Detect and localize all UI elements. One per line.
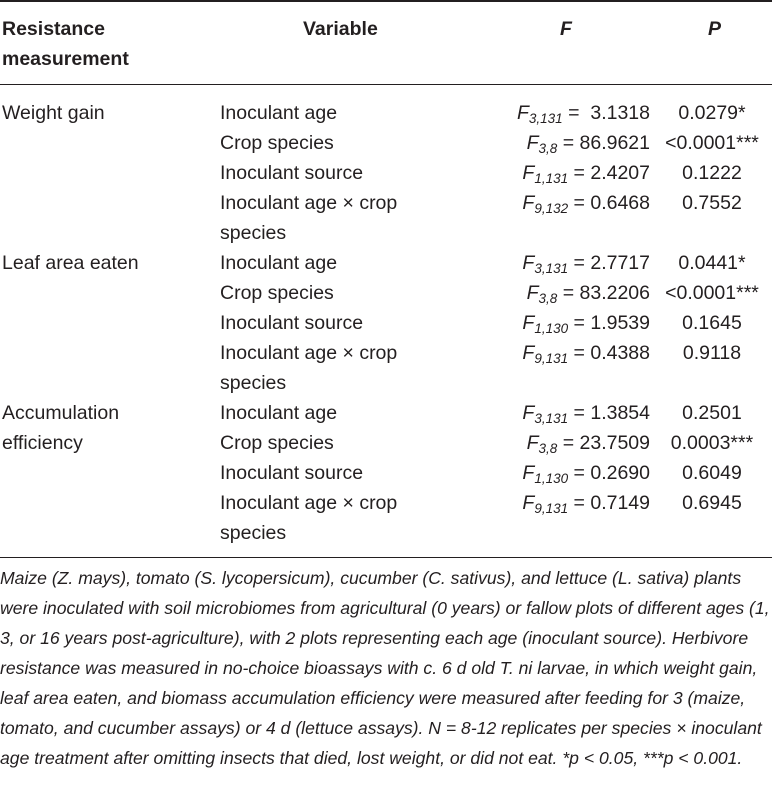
variable-cell: Crop species	[220, 132, 334, 154]
f-statistic-cell	[410, 488, 650, 518]
f-symbol: F	[526, 432, 539, 454]
f-degrees-of-freedom: 1,130	[534, 321, 569, 336]
p-value-cell: 0.6945	[682, 492, 742, 514]
variable-cell: Crop species	[220, 432, 334, 454]
f-degrees-of-freedom: 3,131	[528, 111, 563, 126]
p-value-cell: 0.7552	[682, 192, 742, 214]
f-statistic-cell	[410, 248, 650, 278]
measure-cell: Weight gain	[2, 102, 105, 124]
f-statistic-cell	[410, 128, 650, 158]
p-value-cell: 0.0279*	[678, 102, 746, 124]
f-value: = 83.2206	[557, 282, 650, 304]
f-degrees-of-freedom: 3,8	[538, 441, 558, 456]
f-value: = 86.9621	[557, 132, 650, 154]
f-degrees-of-freedom: 1,130	[534, 471, 569, 486]
f-value: = 3.1318	[562, 102, 650, 124]
f-statistic-cell	[410, 428, 650, 458]
f-symbol: F	[522, 162, 535, 184]
f-statistic-cell	[410, 398, 650, 428]
f-symbol: F	[522, 312, 535, 334]
variable-cell: Inoculant age	[220, 252, 338, 274]
f-degrees-of-freedom: 3,8	[538, 141, 558, 156]
p-value-cell: 0.1222	[682, 162, 742, 184]
f-value: = 2.4207	[568, 162, 650, 184]
f-statistic-cell	[410, 158, 650, 188]
f-statistic-cell	[410, 278, 650, 308]
variable-cell-line2: species	[220, 522, 287, 544]
header-resistance: Resistance	[2, 18, 105, 40]
p-value-cell: 0.2501	[682, 402, 742, 424]
p-value-cell: <0.0001***	[665, 282, 759, 304]
f-symbol: F	[522, 492, 535, 514]
variable-cell-line2: species	[220, 222, 287, 244]
f-degrees-of-freedom: 1,131	[534, 171, 569, 186]
f-statistic-cell	[410, 188, 650, 218]
f-degrees-of-freedom: 9,132	[534, 201, 569, 216]
f-value: = 0.2690	[568, 462, 650, 484]
variable-cell: Crop species	[220, 282, 334, 304]
f-value: = 0.4388	[568, 342, 650, 364]
measure-cell: Leaf area eaten	[2, 252, 139, 274]
header-p: P	[708, 18, 722, 40]
variable-cell: Inoculant source	[220, 462, 364, 484]
f-value: = 0.7149	[568, 492, 650, 514]
header-variable: Variable	[303, 18, 378, 40]
f-symbol: F	[516, 102, 529, 124]
measure-cell-line2: efficiency	[2, 432, 83, 454]
f-degrees-of-freedom: 9,131	[534, 351, 569, 366]
table-bottom-rule	[0, 557, 772, 558]
f-degrees-of-freedom: 3,8	[538, 291, 558, 306]
f-degrees-of-freedom: 3,131	[534, 261, 569, 276]
f-symbol: F	[522, 402, 535, 424]
f-value: = 1.9539	[568, 312, 650, 334]
f-degrees-of-freedom: 9,131	[534, 501, 569, 516]
f-symbol: F	[522, 252, 535, 274]
f-symbol: F	[522, 192, 535, 214]
f-statistic-cell	[410, 458, 650, 488]
f-degrees-of-freedom: 3,131	[534, 411, 569, 426]
p-value-cell: 0.1645	[682, 312, 742, 334]
variable-cell: Inoculant age	[220, 402, 338, 424]
header-f: F	[560, 18, 572, 40]
f-statistic-cell	[410, 98, 650, 128]
f-symbol: F	[522, 462, 535, 484]
f-statistic-cell	[410, 308, 650, 338]
table-top-rule	[0, 0, 772, 2]
f-symbol: F	[522, 342, 535, 364]
p-value-cell: <0.0001***	[665, 132, 759, 154]
variable-cell: Inoculant source	[220, 162, 364, 184]
p-value-cell: 0.9118	[682, 342, 742, 364]
f-symbol: F	[526, 132, 539, 154]
p-value-cell: 0.0003***	[670, 432, 754, 454]
f-symbol: F	[526, 282, 539, 304]
variable-cell: Inoculant source	[220, 312, 364, 334]
variable-cell: Inoculant age × crop	[220, 342, 398, 364]
variable-cell-line2: species	[220, 372, 287, 394]
variable-cell: Inoculant age	[220, 102, 338, 124]
p-value-cell: 0.0441*	[678, 252, 746, 274]
variable-cell: Inoculant age × crop	[220, 192, 398, 214]
f-value: = 23.7509	[557, 432, 650, 454]
variable-cell: Inoculant age × crop	[220, 492, 398, 514]
header-measurement: measurement	[2, 48, 129, 70]
measure-cell: Accumulation	[2, 402, 120, 424]
f-value: = 2.7717	[568, 252, 650, 274]
table-header-rule	[0, 84, 772, 85]
p-value-cell: 0.6049	[682, 462, 742, 484]
f-statistic-cell	[410, 338, 650, 368]
f-value: = 0.6468	[568, 192, 650, 214]
f-value: = 1.3854	[568, 402, 650, 424]
table-footnote: Maize (Z. mays), tomato (S. lycopersicum), cucumber (C. sativus), and lettuce (L. sativa) plants were inoculated with soil microbiomes from agricultural (0 years) or fallow plots of different ages (1, 3, or 16 years post-agriculture), with 2 plots representing each age (inoculant source). Herbivore resistance was measured in no-choice bioassays with c. 6 d old T. ni larvae, in which weight gain, leaf area eaten, and biomass accumulation efficiency were measured after feeding for 3 (maize, tomato, and cucumber assays) or 4 d (lettuce assays). N = 8-12 replicates per species × inoculant age treatment after omitting insects that died, lost weight, or did not eat. *p < 0.05, ***p < 0.001.	[0, 568, 770, 768]
